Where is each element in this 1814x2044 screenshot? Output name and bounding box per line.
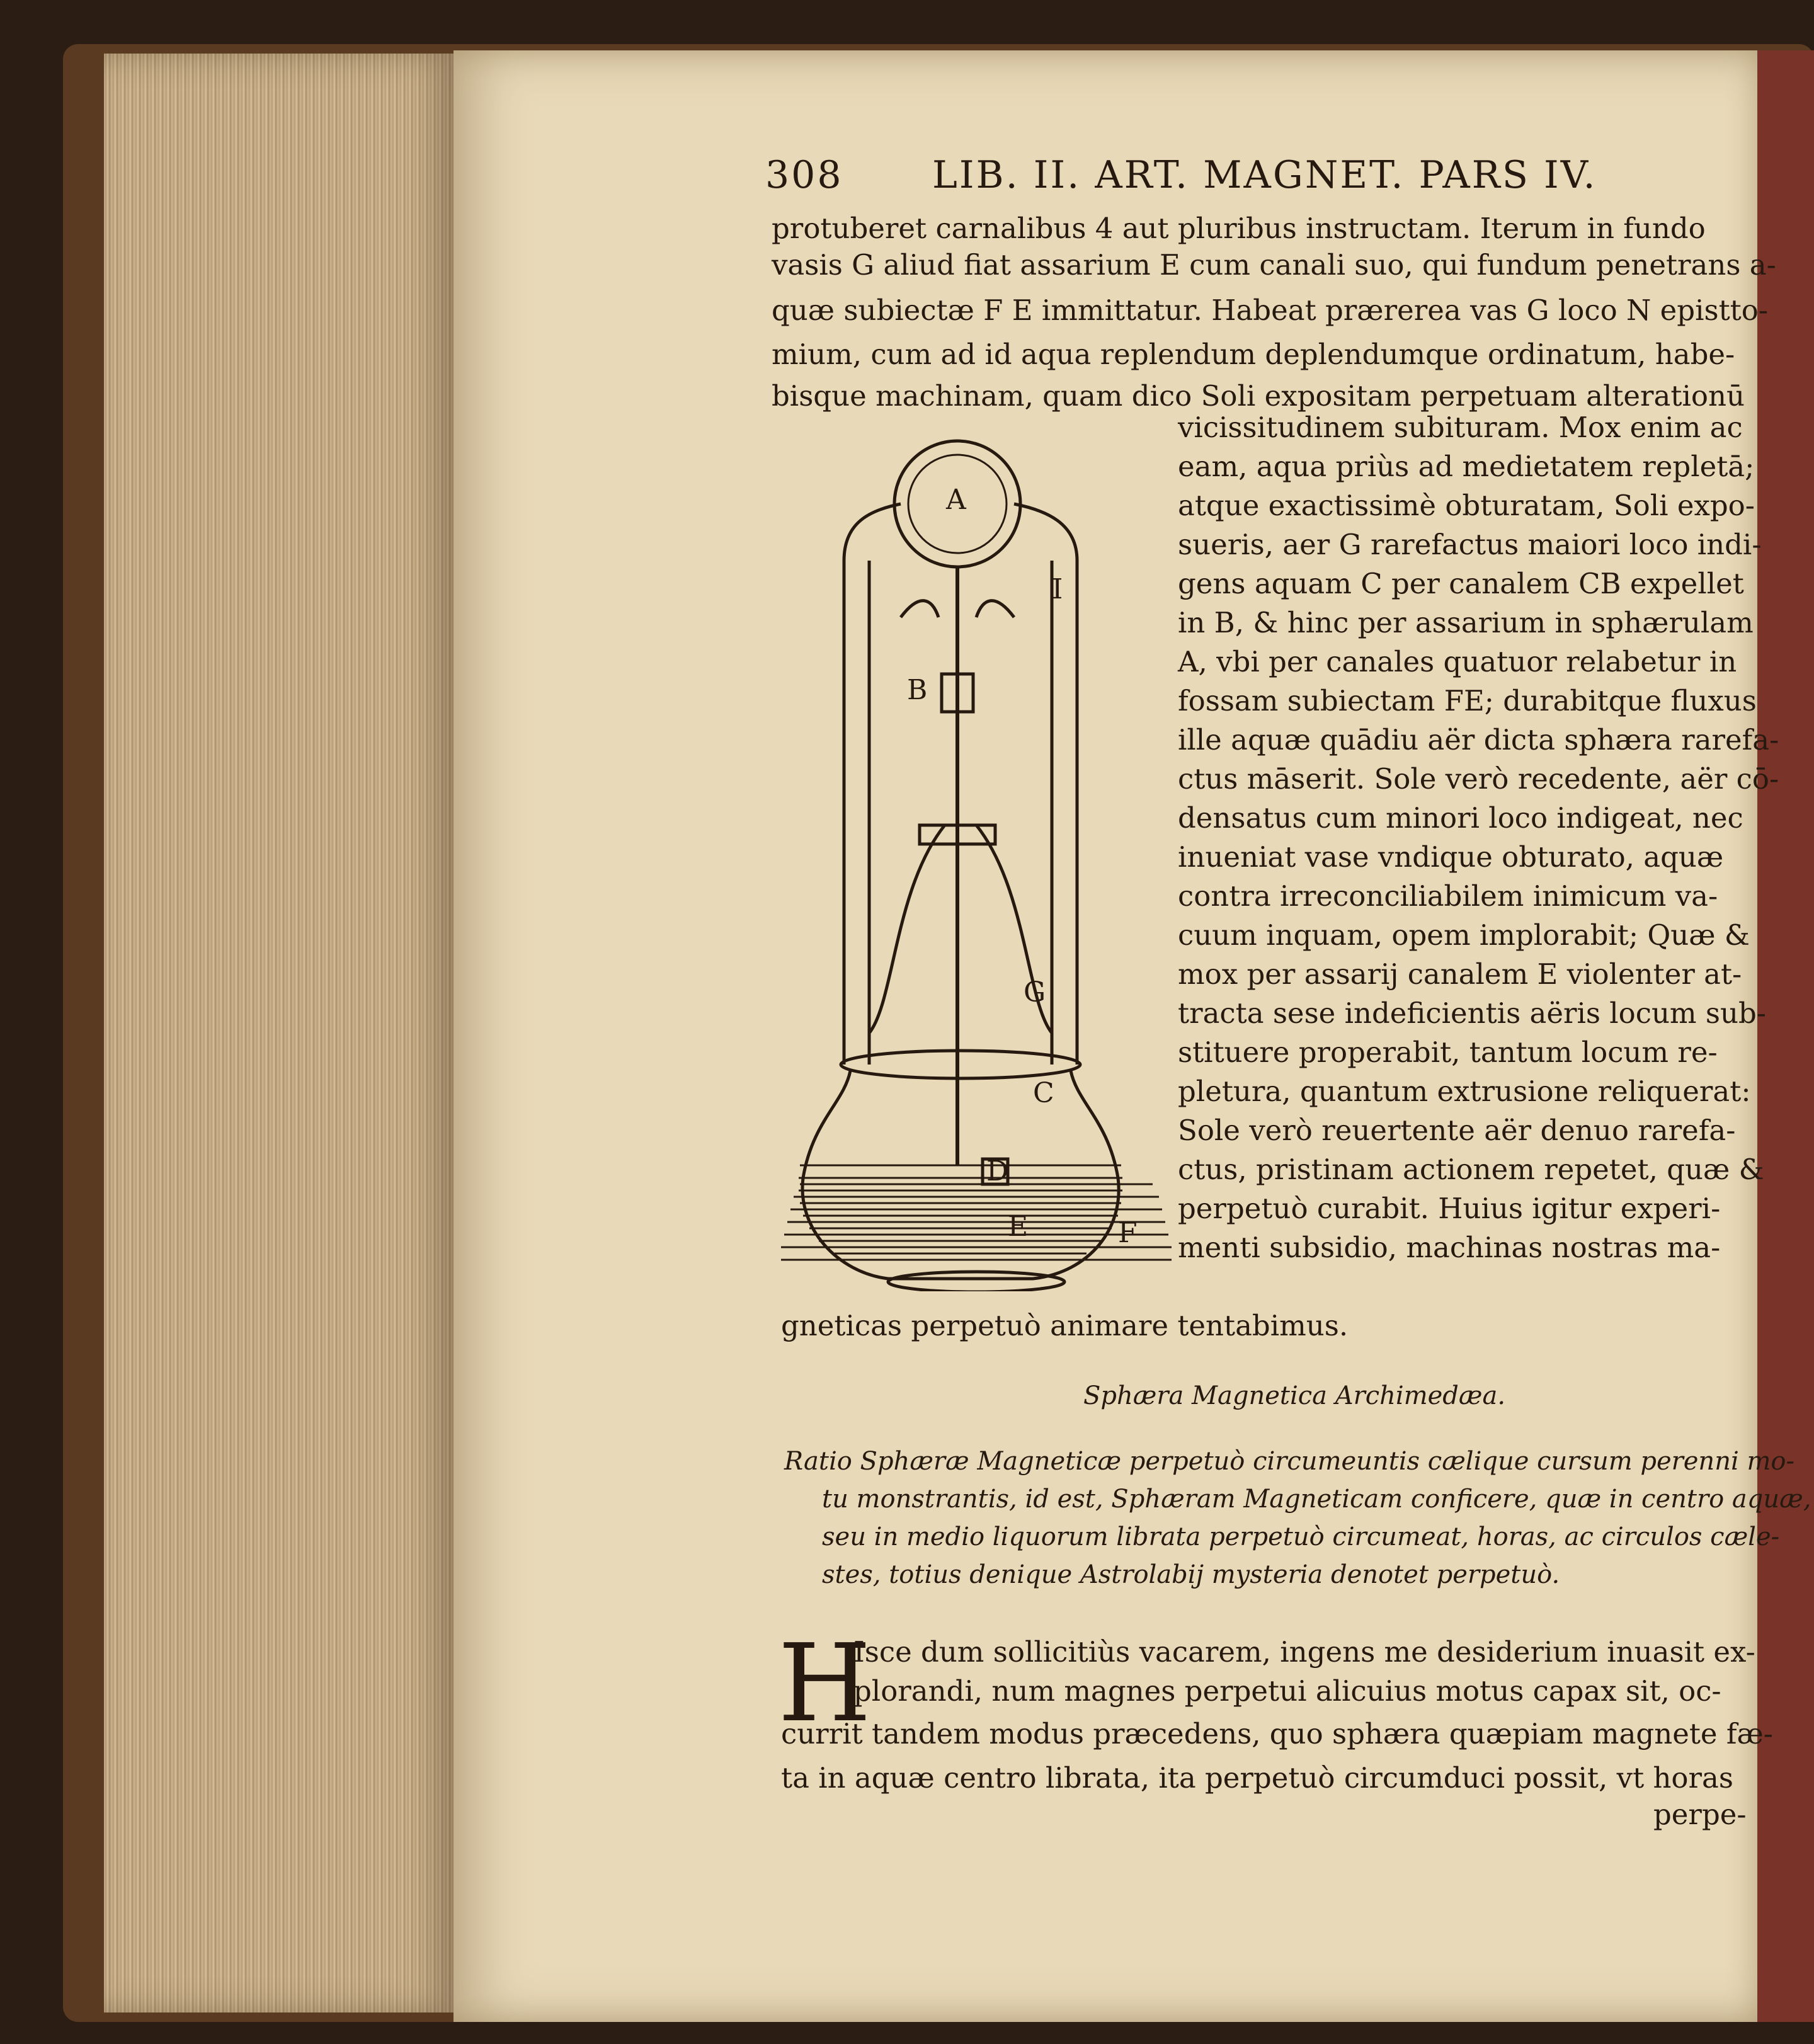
final-line: plorandi, num magnes perpetui alicuius motus capax sit, oc-: [853, 1674, 1721, 1708]
italic-line: stes, totius denique Astrolabij mysteria denotet perpetuò.: [822, 1560, 1560, 1589]
side-line: Sole verò reuertente aër denuo rarefa-: [1178, 1114, 1736, 1147]
left-frame: [844, 504, 901, 1065]
side-line: vicissitudinem subituram. Mox enim ac: [1178, 411, 1743, 444]
side-line: contra irreconciliabilem inimicum va-: [1178, 879, 1718, 913]
side-line: densatus cum minori loco indigeat, nec: [1178, 801, 1743, 835]
label-d: D: [986, 1155, 1009, 1187]
side-line: perpetuò curabit. Huius igitur experi-: [1178, 1192, 1721, 1225]
side-line: ctus māserit. Sole verò recedente, aër cō-: [1178, 762, 1779, 796]
drop-cap: H: [778, 1621, 872, 1746]
label-i: I: [1052, 573, 1063, 605]
side-line: tracta sese indeficientis aëris locum sub-: [1178, 996, 1766, 1030]
side-line: fossam subiectam FE; durabitque fluxus: [1178, 684, 1757, 717]
closing-line: gneticas perpetuò animare tentabimus.: [781, 1309, 1349, 1342]
side-line: gens aquam C per canalem CB expellet: [1178, 567, 1744, 600]
base-plate: [888, 1272, 1064, 1291]
side-line: in B, & hinc per assarium in sphærulam: [1178, 606, 1754, 639]
side-line: pletura, quantum extrusione reliquerat:: [1178, 1075, 1751, 1108]
label-a: A: [946, 484, 966, 516]
catchword: perpe-: [1653, 1798, 1747, 1831]
side-line: mox per assarij canalem E violenter at-: [1178, 957, 1742, 991]
label-f: F: [1118, 1217, 1138, 1249]
label-e: E: [1008, 1211, 1029, 1243]
body-line: mium, cum ad id aqua replendum deplendumque ordinatum, habe-: [772, 338, 1735, 371]
vase-rim: [841, 1051, 1080, 1078]
page-number: 308: [765, 153, 843, 197]
side-line: stituere properabit, tantum locum re-: [1178, 1036, 1718, 1069]
side-line: menti subsidio, machinas nostras ma-: [1178, 1231, 1721, 1264]
body-line: bisque machinam, quam dico Soli expositam perpetuam alterationū: [772, 379, 1745, 413]
italic-line: tu monstrantis, id est, Sphæram Magneticam conficere, quæ in centro aquæ,: [822, 1485, 1811, 1514]
side-line: eam, aqua priùs ad medietatem repletā;: [1178, 450, 1755, 483]
side-line: atque exactissimè obturatam, Soli expo-: [1178, 489, 1755, 522]
running-title: LIB. II. ART. MAGNET. PARS IV.: [932, 153, 1597, 197]
label-c: C: [1033, 1077, 1054, 1109]
side-line: sueris, aer G rarefactus maiori loco indi-: [1178, 528, 1762, 561]
side-line: ctus, pristinam actionem repetet, quæ &: [1178, 1153, 1764, 1186]
woodcut-figure: [775, 435, 1178, 1291]
body-line: quæ subiectæ F E immittatur. Habeat prærerea vas G loco N epistto-: [772, 294, 1769, 327]
label-b: B: [907, 674, 928, 706]
label-g: G: [1024, 976, 1046, 1008]
page-edges: [104, 54, 457, 2013]
italic-line: seu in medio liquorum librata perpetuò circumeat, horas, ac circulos cæle-: [822, 1522, 1780, 1551]
body-line: protuberet carnalibus 4 aut pluribus instructam. Iterum in fundo: [772, 212, 1706, 245]
side-line: A, vbi per canales quatuor relabetur in: [1178, 645, 1737, 678]
final-line: currit tandem modus præcedens, quo sphæra quæpiam magnete fæ-: [781, 1717, 1773, 1750]
side-line: cuum inquam, opem implorabit; Quæ &: [1178, 918, 1750, 952]
body-line: vasis G aliud fiat assarium E cum canali suo, qui fundum penetrans a-: [772, 248, 1776, 282]
italic-line: Ratio Sphæræ Magneticæ perpetuò circumeuntis cælique cursum perenni mo-: [784, 1447, 1794, 1476]
section-title: Sphæra Magnetica Archimedæa.: [1083, 1381, 1506, 1410]
final-line: ta in aquæ centro librata, ita perpetuò circumduci possit, vt horas: [781, 1761, 1733, 1795]
final-line: Isce dum sollicitiùs vacarem, ingens me desiderium inuasit ex-: [853, 1635, 1755, 1669]
side-line: inueniat vase vndique obturato, aquæ: [1178, 840, 1724, 874]
side-line: ille aquæ quādiu aër dicta sphæra rarefa-: [1178, 723, 1779, 757]
